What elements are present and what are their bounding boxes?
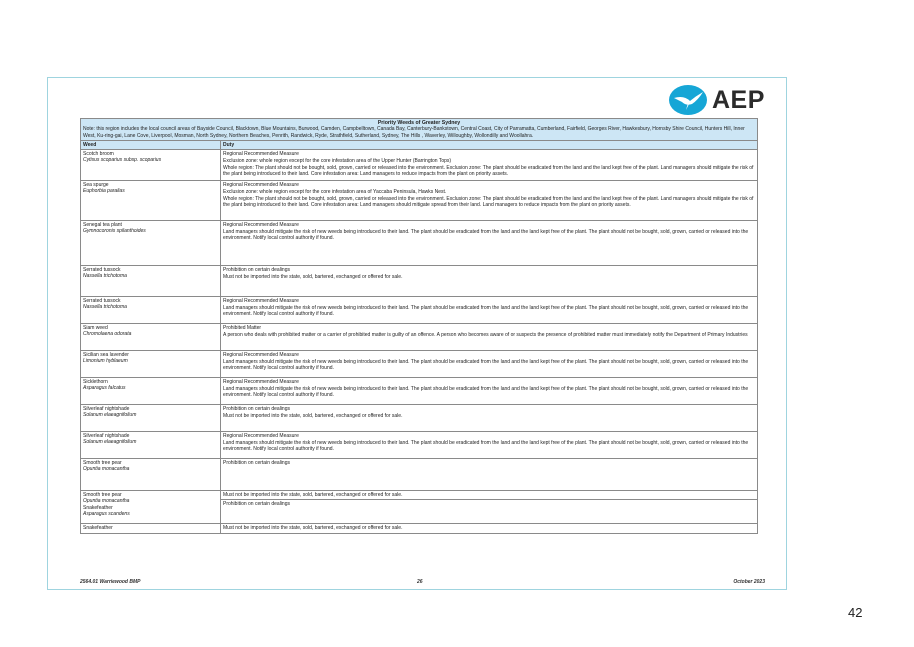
aep-logo [668, 84, 765, 116]
weed-common-name: Snakefeather [83, 504, 113, 511]
duty-text: A person who deals with prohibited matter or a carrier of prohibited matter is guilty of an offence. A person who becomes aware of or suspects the presence of prohibited matter must immediately notify the Department of Primary Industries [223, 331, 748, 338]
duty-text: Must not be imported into the state, sold, bartered, exchanged or offered for sale. [223, 412, 403, 419]
weed-cell [81, 405, 221, 432]
footer-date: October 2023 [733, 579, 765, 585]
bird-logo-icon [668, 84, 708, 116]
duty-cell [221, 524, 758, 533]
duty-category: Regional Recommended Measure [223, 433, 299, 440]
weeds-table [80, 118, 758, 534]
weed-common-name: Scotch broom [83, 151, 114, 158]
weed-common-name: Serrated tussock [83, 298, 121, 305]
table-row [81, 181, 758, 221]
weed-common-name: Siam weed [83, 325, 108, 332]
weed-common-name: Senegal tea plant [83, 222, 122, 229]
table-row [81, 378, 758, 405]
duty-text: Land managers should mitigate the risk of new weeds being introduced to their land. The plant should be eradicated from the land and the land kept free of the plant. The plant should not be bought, sold, grown, carried or released into the environment. Notify local control authority if found. [223, 358, 749, 372]
weed-common-name: Sea spurge [83, 182, 109, 189]
table-row [81, 150, 758, 181]
weed-cell [81, 181, 221, 221]
weed-scientific-name: Limonium hyblaeum [83, 358, 128, 365]
table-row [81, 297, 758, 324]
table-title-row [81, 119, 758, 141]
duty-category: Prohibition on certain dealings [223, 460, 290, 467]
slide-page-number: 42 [848, 605, 863, 620]
duty-category: Regional Recommended Measure [223, 182, 299, 189]
weed-scientific-name: Nassella trichotoma [83, 304, 127, 311]
weed-common-name: Silverleaf nightshade [83, 433, 130, 440]
weed-scientific-name: Gymnocoronis spilanthoides [83, 228, 146, 235]
table-row [81, 351, 758, 378]
duty-text: Land managers should mitigate the risk of new weeds being introduced to their land. The plant should be eradicated from the land and the land kept free of the plant. The plant should not be bought, sold, grown, carried or released into the environment. Notify local control authority if found. [223, 304, 749, 318]
region-note: Note: this region includes the local council areas of Bayside Council, Blacktown, Blue Mountains, Burwood, Camden, Campbelltown, Canada Bay, Canterbury-Bankstown, Central Coast, City of Parramatta, Cumberland, Fairfield, Georges River, Hawkesbury, Hornsby Shire Council, Hunters Hill, Inner West, Ku-ring-gai, Lane Cove, Liverpool, Mosman, North Sydney, Northern Beaches, Penrith, Randwick, Ryde, Strathfield, Sutherland, Sydney, The Hills , Waverley, Willoughby, Wollondilly and Woollahra. [83, 126, 745, 139]
weed-cell [81, 297, 221, 324]
table-row [81, 459, 758, 491]
weed-cell [81, 150, 221, 181]
duty-cell [221, 266, 758, 297]
table-row [81, 491, 758, 500]
weed-scientific-name: Opuntia monacantha [83, 498, 130, 505]
table-row [81, 432, 758, 459]
duty-cell [221, 297, 758, 324]
duty-text: Must not be imported into the state, sold, bartered, exchanged or offered for sale. [223, 273, 403, 280]
duty-category: Prohibition on certain dealings [223, 501, 290, 508]
weed-scientific-name: Opuntia monacantha [83, 466, 130, 473]
duty-text: Must not be imported into the state, sold, bartered, exchanged or offered for sale. [223, 525, 403, 532]
duty-text: Whole region: The plant should not be bought, sold, grown, carried or released into the environment. Exclusion zone: The plant should be eradicated from the land and the land kept free of the plant. Land managers should mitigate the risk of the plant being introduced to their land. Core infestation area: Land managers to reduce impacts from the plant on priority assets. [223, 164, 754, 178]
duty-category: Prohibition on certain dealings [223, 267, 290, 274]
weed-cell [81, 378, 221, 405]
weed-scientific-name: Euphorbia paralias [83, 188, 125, 195]
weed-common-name: Silverleaf nightshade [83, 406, 130, 413]
column-header-row [81, 140, 758, 149]
weed-common-name: Snakefeather [83, 525, 113, 532]
duty-text: Must not be imported into the state, sold, bartered, exchanged or offered for sale. [223, 492, 403, 499]
duty-text: Exclusion zone: whole region except for the core infestation area of the Upper Hunter (Barrington Tops) [223, 157, 452, 164]
weed-scientific-name: Chromolaena odorata [83, 331, 132, 338]
weed-common-name: Sicilian sea lavender [83, 352, 129, 359]
weed-cell [81, 459, 221, 491]
weed-cell [81, 324, 221, 351]
weed-cell [81, 491, 221, 524]
weed-cell [81, 524, 221, 533]
duty-text: Whole region: The plant should not be bought, sold, grown, carried or released into the environment. Exclusion zone: The plant should be eradicated from the land and the land kept free of the plant. Land managers should mitigate the risk of the plant being introduced to their land. Core infestation area: Land managers should mitigate spread from their land. Land managers to reduce impacts from the plant on priority assets. [223, 195, 754, 209]
weed-scientific-name: Cytisus scoparius subsp. scoparius [83, 157, 162, 164]
duty-category: Regional Recommended Measure [223, 352, 299, 359]
table-title: Priority Weeds of Greater Sydney [377, 120, 461, 126]
duty-cell [221, 378, 758, 405]
weed-cell [81, 221, 221, 266]
column-header-duty: Duty [221, 140, 758, 149]
duty-category: Regional Recommended Measure [223, 379, 299, 386]
column-header-weed: Weed [81, 140, 221, 149]
weed-scientific-name: Solanum elaeagnifolium [83, 412, 137, 419]
duty-text: Land managers should mitigate the risk of new weeds being introduced to their land. The plant should be eradicated from the land and the land kept free of the plant. The plant should not be bought, sold, grown, carried or released into the environment. Notify local control authority if found. [223, 228, 749, 242]
weed-scientific-name: Solanum elaeagnifolium [83, 439, 137, 446]
duty-category: Prohibition on certain dealings [223, 406, 290, 413]
duty-cell [221, 324, 758, 351]
weed-cell [81, 432, 221, 459]
duty-text: Land managers should mitigate the risk of new weeds being introduced to their land. The plant should be eradicated from the land and the land kept free of the plant. The plant should not be bought, sold, grown, carried or released into the environment. Notify local control authority if found. [223, 385, 749, 399]
footer-document-id: 2564.01 Warriewood BMP [80, 579, 141, 585]
weed-common-name: Serrated tussock [83, 267, 121, 274]
weed-scientific-name: Nassella trichotoma [83, 273, 127, 280]
duty-text: Exclusion zone: whole region except for the core infestation area of Yaccaba Peninsula, Hawks Nest. [223, 188, 447, 195]
table-row [81, 405, 758, 432]
document-page [47, 77, 787, 590]
duty-cell [221, 150, 758, 181]
duty-cell [221, 181, 758, 221]
duty-text: Land managers should mitigate the risk of new weeds being introduced to their land. The plant should be eradicated from the land and the land kept free of the plant. The plant should not be bought, sold, grown, carried or released into the environment. Notify local control authority if found. [223, 439, 749, 453]
duty-category: Regional Recommended Measure [223, 151, 299, 158]
duty-cell [221, 221, 758, 266]
weed-scientific-name: Asparagus falcatus [83, 385, 126, 392]
duty-cell [221, 351, 758, 378]
weed-cell [81, 351, 221, 378]
logo-text: AEP [712, 86, 765, 114]
weed-common-name: Sicklethorn [83, 379, 108, 386]
weed-scientific-name: Asparagus scandens [83, 511, 130, 518]
table-row [81, 221, 758, 266]
table-row [81, 324, 758, 351]
duty-cell [221, 491, 758, 500]
duty-cell [221, 500, 758, 524]
table-row [81, 266, 758, 297]
weed-cell [81, 266, 221, 297]
duty-cell [221, 405, 758, 432]
duty-cell [221, 459, 758, 491]
duty-cell [221, 432, 758, 459]
duty-category: Regional Recommended Measure [223, 298, 299, 305]
footer-page: 26 [417, 579, 423, 585]
duty-category: Regional Recommended Measure [223, 222, 299, 229]
duty-category: Prohibited Matter [223, 325, 262, 332]
weed-common-name: Smooth tree pear [83, 492, 122, 499]
weed-common-name: Smooth tree pear [83, 460, 122, 467]
table-row [81, 524, 758, 533]
